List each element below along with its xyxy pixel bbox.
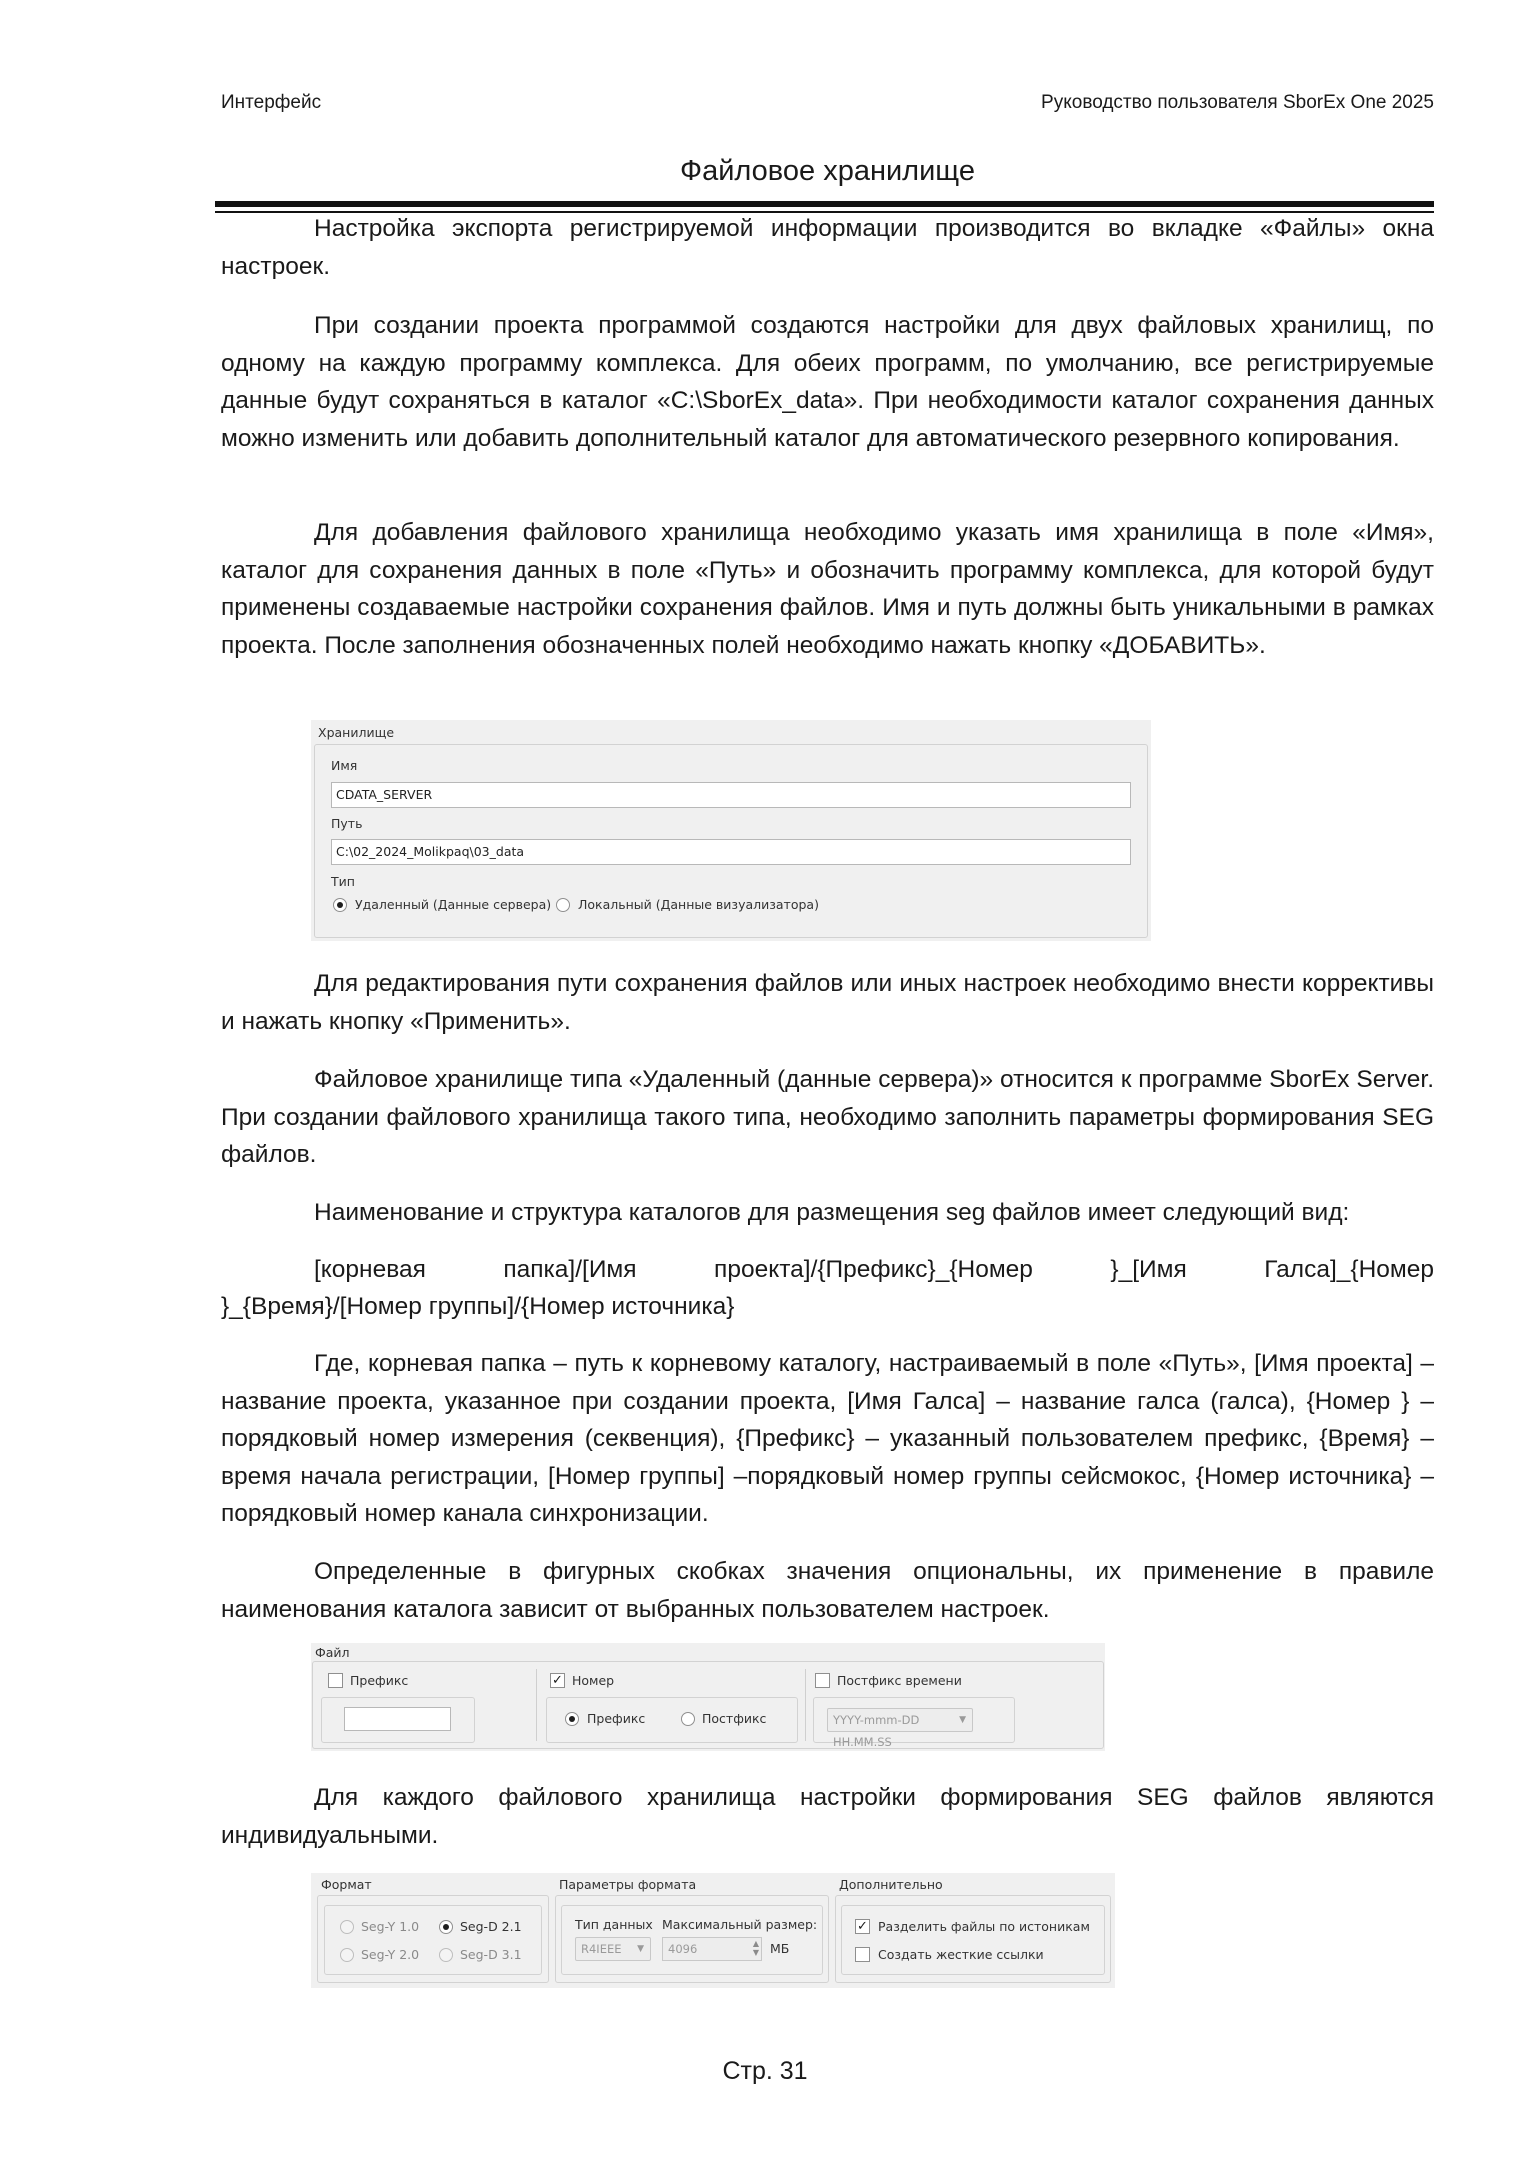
extra-subframe [841, 1905, 1105, 1975]
file-panel-screenshot [311, 1643, 1105, 1751]
time-format-select[interactable] [827, 1708, 973, 1749]
split-by-sources-label: Разделить файлы по истоникам [878, 1919, 1090, 1934]
hard-links-checkbox[interactable] [855, 1947, 870, 1962]
max-size-spinbox[interactable] [662, 1937, 762, 1961]
type-remote-radio[interactable] [333, 898, 347, 912]
data-type-value: R4IEEE [581, 1942, 622, 1956]
format-subframe [324, 1905, 542, 1975]
params-group-title: Параметры формата [559, 1877, 697, 1892]
chevron-down-icon: ▼ [959, 1715, 966, 1725]
format-segy20-radio[interactable] [340, 1948, 354, 1962]
format-segd31-label: Seg-D 3.1 [460, 1947, 522, 1962]
prefix-checkbox[interactable] [328, 1673, 343, 1688]
format-segy10-radio[interactable] [340, 1920, 354, 1934]
max-size-unit: МБ [770, 1941, 790, 1956]
paragraph-3: Для добавления файлового хранилища необходимо указать имя хранилища в поле «Имя», каталог для сохранения данных в поле «Путь» и обозначить программу комплекса, для которой будут применены создаваемые настройки сохранения файлов. Имя и путь должны быть уникальными в рамках проекта. После заполнения обозначенных полей необходимо нажать кнопку «ДОБАВИТЬ». [221, 519, 1434, 659]
number-postfix-label: Постфикс [702, 1711, 767, 1726]
paragraph-4: Для редактирования пути сохранения файлов или иных настроек необходимо внести коррективы и нажать кнопку «Применить». [221, 970, 1434, 1035]
split-by-sources-checkbox[interactable]: ✓ [855, 1919, 870, 1934]
paragraph-8: Где, корневая папка – путь к корневому каталогу, настраиваемый в поле «Путь», [Имя проекта] – название проекта, указанное при создании проекта, [Имя Галса] – название галса (галса), {Номер } – порядковый номер измерения (секвенция), {Префикс} – указанный пользователем префикс, {Время} – время начала регистрации, [Номер группы] –порядковый номер группы сейсмокос, {Номер источника} – порядковый номер канала синхронизации. [221, 1350, 1434, 1527]
data-type-label: Тип данных [575, 1917, 653, 1932]
prefix-input[interactable] [344, 1707, 451, 1731]
file-separator-1 [536, 1669, 537, 1741]
format-panel-screenshot [311, 1873, 1115, 1988]
path-input[interactable]: C:\02_2024_Molikpaq\03_data [331, 839, 1131, 865]
title-rule-thick [215, 201, 1434, 207]
paragraph-7-line-2: }_{Время}/[Номер группы]/{Номер источника} [221, 1293, 735, 1320]
format-segd21-label: Seg-D 2.1 [460, 1919, 522, 1934]
storage-panel-screenshot [311, 720, 1151, 941]
type-remote-label: Удаленный (Данные сервера) [355, 897, 552, 912]
paragraph-5: Файловое хранилище типа «Удаленный (данные сервера)» относится к программе SborEx Server. При создании файлового хранилища такого типа, необходимо заполнить параметры формирования SEG файлов. [221, 1066, 1434, 1168]
max-size-label: Максимальный размер: [662, 1917, 818, 1932]
format-segd31-radio[interactable] [439, 1948, 453, 1962]
number-postfix-radio[interactable] [681, 1712, 695, 1726]
file-group-title: Файл [315, 1645, 350, 1660]
number-prefix-label: Префикс [587, 1711, 646, 1726]
type-local-radio[interactable] [556, 898, 570, 912]
paragraph-6: Наименование и структура каталогов для размещения seg файлов имеет следующий вид: [314, 1199, 1350, 1226]
page-title: Файловое хранилище [680, 155, 975, 187]
paragraph-1: Настройка экспорта регистрируемой информации производится во вкладке «Файлы» окна настроек. [221, 215, 1434, 280]
number-label: Номер [572, 1673, 615, 1688]
header-section: Интерфейс [221, 92, 322, 113]
prefix-label: Префикс [350, 1673, 409, 1688]
storage-group-title: Хранилище [318, 725, 395, 740]
time-postfix-label: Постфикс времени [837, 1673, 962, 1688]
page-number: Стр. 31 [722, 2057, 808, 2085]
number-checkbox[interactable]: ✓ [550, 1673, 565, 1688]
data-type-select[interactable] [575, 1937, 651, 1961]
paragraph-10: Для каждого файлового хранилища настройки формирования SEG файлов являются индивидуальными. [221, 1784, 1434, 1849]
file-separator-2 [805, 1669, 806, 1741]
extra-group-title: Дополнительно [839, 1877, 943, 1892]
number-prefix-radio[interactable] [565, 1712, 579, 1726]
format-segy20-label: Seg-Y 2.0 [361, 1947, 420, 1962]
name-input[interactable]: CDATA_SERVER [331, 782, 1131, 808]
hard-links-label: Создать жесткие ссылки [878, 1947, 1044, 1962]
type-label: Тип [331, 874, 355, 889]
time-format-value: YYYY-mmm-DD HH.MM.SS [833, 1713, 920, 1749]
time-postfix-checkbox[interactable] [815, 1673, 830, 1688]
format-group-title: Формат [321, 1877, 372, 1892]
name-label: Имя [331, 758, 358, 773]
spin-arrows-icon[interactable]: ▲ ▼ [752, 1939, 759, 1957]
type-local-label: Локальный (Данные визуализатора) [578, 897, 819, 912]
paragraph-2: При создании проекта программой создаются настройки для двух файловых хранилищ, по одному на каждую программу комплекса. Для обеих программ, по умолчанию, все регистрируемые данные будут сохраняться в каталог «C:\SborEx_data». При необходимости каталог сохранения данных можно изменить или добавить дополнительный каталог для автоматического резервного копирования. [221, 312, 1434, 452]
chevron-down-icon: ▼ [637, 1944, 644, 1954]
max-size-value: 4096 [668, 1942, 698, 1956]
format-segd21-radio[interactable] [439, 1920, 453, 1934]
paragraph-9: Определенные в фигурных скобках значения опциональны, их применение в правиле наименования каталога зависит от выбранных пользователем настроек. [221, 1558, 1434, 1623]
path-label: Путь [331, 816, 363, 831]
header-doc-title: Руководство пользователя SborEx One 2025 [1041, 92, 1434, 113]
format-segy10-label: Seg-Y 1.0 [361, 1919, 420, 1934]
paragraph-7-line-1: [корневая папка]/[Имя проекта]/{Префикс}_{Номер }_[Имя Галса]_{Номер [314, 1256, 1434, 1283]
